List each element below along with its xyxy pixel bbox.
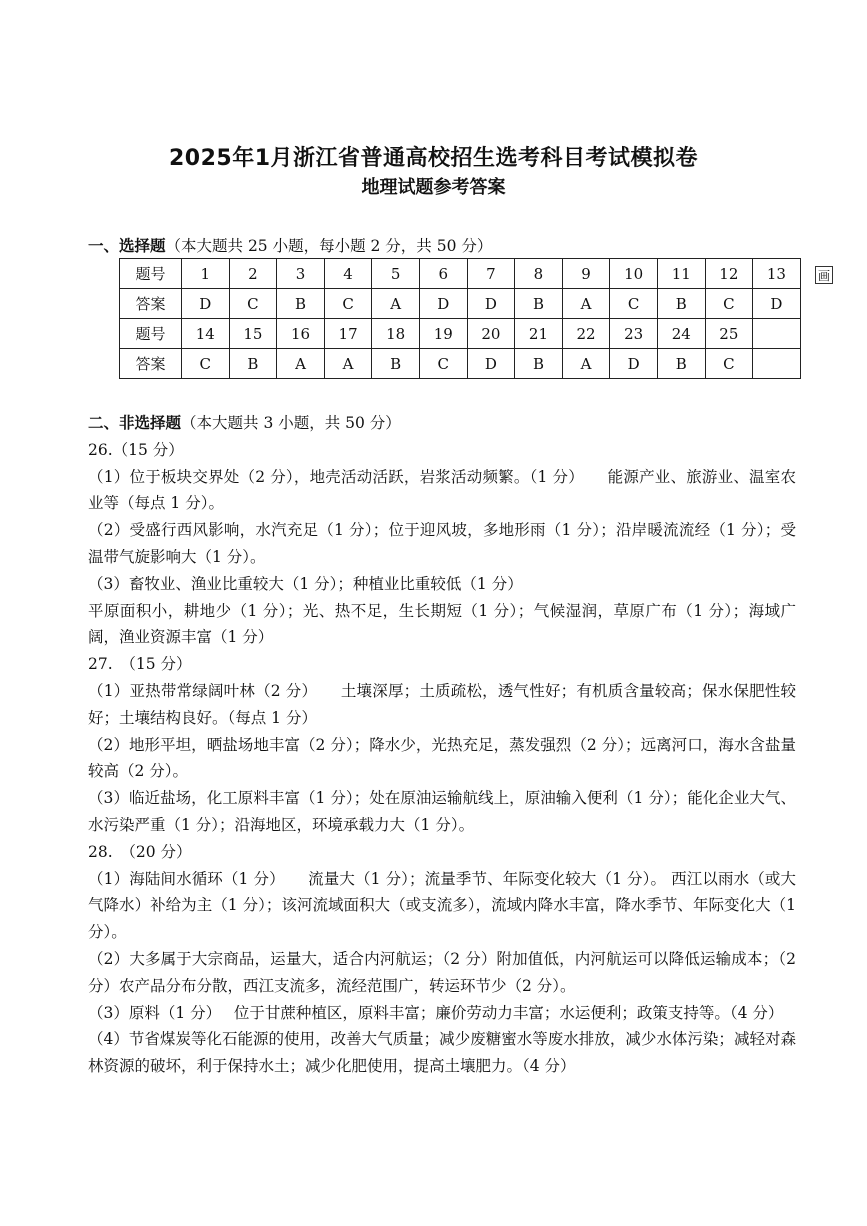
row-label: 题号 <box>120 319 182 349</box>
side-icon[interactable]: 画 <box>815 266 833 284</box>
section-1-title: 一、选择题 <box>88 237 166 255</box>
answer-line: （1）海陆间水循环（1 分） 流量大（1 分）；流量季节、年际变化较大（1 分）。 西江以雨水（或大气降水）补给为主（1 分）；该河流域面积大（或支流多），流域内降水丰富，降水季节、年际变化大（1 分）。 <box>88 869 796 942</box>
table-cell: A <box>372 289 420 319</box>
table-cell: 21 <box>515 319 563 349</box>
answer-line: 26.（15 分） <box>88 440 184 459</box>
answer-line: 28. （20 分） <box>88 842 192 861</box>
table-cell: 6 <box>419 259 467 289</box>
table-cell: 19 <box>419 319 467 349</box>
table-cell: 11 <box>657 259 705 289</box>
table-cell: 22 <box>562 319 610 349</box>
table-cell: 15 <box>229 319 277 349</box>
table-cell: 18 <box>372 319 420 349</box>
table-cell: A <box>324 349 372 379</box>
table-cell: 9 <box>562 259 610 289</box>
table-cell <box>753 349 801 379</box>
table-cell: 4 <box>324 259 372 289</box>
question-row <box>120 319 801 349</box>
row-label: 答案 <box>120 289 182 319</box>
table-cell: 8 <box>515 259 563 289</box>
table-cell: A <box>562 289 610 319</box>
table-cell: A <box>562 349 610 379</box>
table-cell: C <box>610 289 658 319</box>
answer-line: 平原面积小，耕地少（1 分）；光、热不足，生长期短（1 分）；气候湿润，草原广布（1 分）；海域广阔，渔业资源丰富（1 分） <box>88 601 796 647</box>
table-cell: C <box>705 289 753 319</box>
table-cell: B <box>277 289 325 319</box>
table-cell: A <box>277 349 325 379</box>
answer-line: （3）原料（1 分） 位于甘蔗种植区，原料丰富；廉价劳动力丰富；水运便利；政策支持等。（4 分） <box>88 1003 784 1022</box>
table-cell: D <box>467 289 515 319</box>
section-1-note: （本大题共 25 小题，每小题 2 分，共 50 分） <box>165 237 493 255</box>
answer-line: （2）大多属于大宗商品，运量大，适合内河航运；（2 分）附加值低，内河航运可以降低运输成本；（2 分）农产品分布分散，西江支流多，流经范围广，转运环节少（2 分）。 <box>88 949 796 995</box>
table-cell: B <box>657 349 705 379</box>
table-cell: 14 <box>182 319 230 349</box>
table-cell: D <box>753 289 801 319</box>
section-2-title: 二、非选择题 <box>88 414 182 432</box>
answer-row <box>120 289 801 319</box>
table-cell: 10 <box>610 259 658 289</box>
table-cell: 24 <box>657 319 705 349</box>
answer-line: （2）地形平坦，晒盐场地丰富（2 分）；降水少，光热充足，蒸发强烈（2 分）；远离河口，海水含盐量较高（2 分）。 <box>88 735 796 781</box>
table-cell: B <box>229 349 277 379</box>
table-cell: 25 <box>705 319 753 349</box>
question-row <box>120 259 801 289</box>
answer-line: （3）畜牧业、渔业比重较大（1 分）；种植业比重较低（1 分） <box>88 574 523 593</box>
table-cell: C <box>324 289 372 319</box>
section-1-heading <box>88 234 492 256</box>
table-cell: 5 <box>372 259 420 289</box>
page-title: 2025年1月浙江省普通高校招生选考科目考试模拟卷 <box>168 146 699 171</box>
table-cell: C <box>705 349 753 379</box>
table-cell: 1 <box>182 259 230 289</box>
table-cell: D <box>467 349 515 379</box>
table-cell: D <box>419 289 467 319</box>
table-cell: 23 <box>610 319 658 349</box>
table-cell: C <box>229 289 277 319</box>
table-cell: 7 <box>467 259 515 289</box>
table-cell: 13 <box>753 259 801 289</box>
answer-line: （4）节省煤炭等化石能源的使用，改善大气质量；减少废糖蜜水等废水排放，减少水体污染；减轻对森林资源的破坏，利于保持水土；减少化肥使用，提高土壤肥力。（4 分） <box>88 1030 796 1076</box>
answer-body <box>88 410 796 1080</box>
answer-row <box>120 349 801 379</box>
table-cell: 17 <box>324 319 372 349</box>
answer-line: （2）受盛行西风影响，水汽充足（1 分）；位于迎风坡，多地形雨（1 分）；沿岸暖流流经（1 分）；受温带气旋影响大（1 分）。 <box>88 521 796 566</box>
answer-table <box>119 258 801 379</box>
answer-line: 27. （15 分） <box>88 655 192 674</box>
table-cell: D <box>610 349 658 379</box>
answer-line: （3）临近盐场，化工原料丰富（1 分）；处在原油运输航线上，原油输入便利（1 分）；能化企业大气、水污染严重（1 分）；沿海地区，环境承载力大（1 分）。 <box>88 789 796 834</box>
table-cell: C <box>182 349 230 379</box>
table-cell <box>753 319 801 349</box>
table-cell: B <box>657 289 705 319</box>
page-subtitle: 地理试题参考答案 <box>361 177 506 198</box>
table-cell: B <box>515 289 563 319</box>
table-cell: 3 <box>277 259 325 289</box>
table-cell: 20 <box>467 319 515 349</box>
section-2-note: （本大题共 3 小题，共 50 分） <box>181 414 401 432</box>
table-cell: D <box>182 289 230 319</box>
table-cell: 12 <box>705 259 753 289</box>
answer-line: （1）亚热带常绿阔叶林（2 分） 土壤深厚；土质疏松，透气性好；有机质含量较高；保水保肥性较好；土壤结构良好。（每点 1 分） <box>88 681 796 727</box>
table-cell: 16 <box>277 319 325 349</box>
table-cell: B <box>515 349 563 379</box>
table-cell: 2 <box>229 259 277 289</box>
row-label: 题号 <box>120 259 182 289</box>
section-2-heading <box>88 410 796 437</box>
answer-line: （1）位于板块交界处（2 分），地壳活动活跃，岩浆活动频繁。（1 分） 能源产业、旅游业、温室农业等（每点 1 分）。 <box>88 467 796 513</box>
row-label: 答案 <box>120 349 182 379</box>
table-cell: B <box>372 349 420 379</box>
table-cell: C <box>419 349 467 379</box>
